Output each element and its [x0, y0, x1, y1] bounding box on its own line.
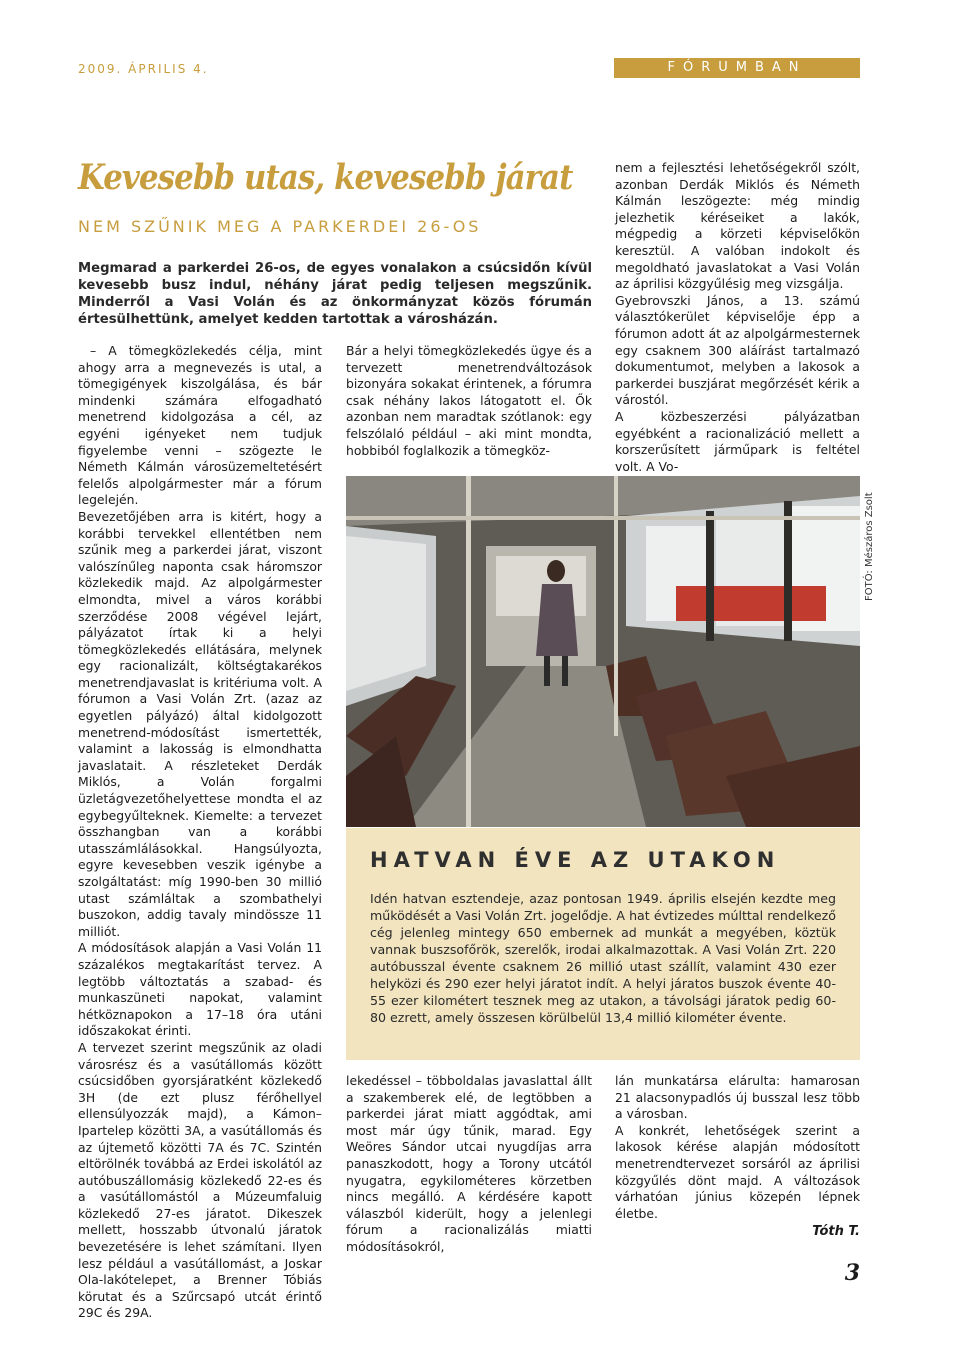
paragraph: lekedéssel – többoldalas javaslattal állt a szakemberek elé, de legtöbben a parkerdei járat miatt aggódtak, ami most már úgy tűnik, marad. Egy Weöres Sándor utcai nyugdíjas arra panaszkodott, hogy a Torony utcától nyugatra, egykilométeres körzetben nincs megálló. A kérdésére kapott válaszból kiderült, hogy a jelenlegi fórum a racionalizálás miatti módosításokról, — [346, 1073, 592, 1254]
paragraph: lán munkatársa elárulta: hamarosan 21 alacsonypadlós új busszal lesz több a városban. — [615, 1073, 860, 1122]
article-title: Kevesebb utas, kevesebb járat — [78, 157, 573, 198]
photo-credit-text: FOTÓ: Mészáros Zsolt — [864, 492, 875, 601]
bus-interior-photo — [346, 476, 860, 827]
section-label: FÓRUMBAN — [667, 60, 807, 75]
photo-illustration — [346, 476, 860, 827]
paragraph: A tervezet szerint megszűnik az oladi városrész és a vasútállomás között csúcsidőben gyorsjáratként közlekedő 3H (de ezt plusz férőhellyel ellensúlyozzák majd), a Kámon–Ipartelep közötti 3A, a vasútállomás és az újtemető közötti 7A és 7C. Szintén eltörölnék továbbá az Erdei iskolától az autóbuszállomásig közlekedő 22-es és a vasútállomástól a Múzeumfaluig közlekedő 27-es járatot. Dikeszek mellett, hosszabb útvonalú járatok bevezetésére is lehet számítani. Ilyen lesz például a vasútállomást, a Joskar Ola-lakótelepet, a Brenner Tóbiás körutat és a Szűrcsapó utcát érintő 29C és 29A. — [78, 1039, 322, 1321]
paragraph: A konkrét, lehetőségek szerint a lakosok kérése alapján módosított menetrendtervezet sorsáról az áprilisi közgyűlés dönt majd. A változások várhatóan június közepén lépnek életbe. — [615, 1122, 860, 1221]
article-column-2 — [346, 343, 592, 459]
sidebar-text: Idén hatvan esztendeje, azaz pontosan 1949. április elsején kezdte meg működését a Vasi Volán Zrt. jogelődje. A hat évtizedes múlttal rendelkező cég jelenleg mintegy 650 embernek ad munkát a megyében, köztük vannak buszsofőrök, szerelők, irodai alkalmazottak. A Vasi Volán Zrt. 220 autóbusszal évente csaknem 26 millió utast szállít, valamint 430 ezer helyközi és 290 ezer helyi járatot indít. A helyi járatos buszok évente 40-55 ezer kilométert tesznek meg az utakon, a távolsági járatok pedig 60-80 ezrett, amely összesen körülbelül 13,4 millió kilométer évente. — [370, 891, 836, 1025]
page-number: 3 — [844, 1260, 860, 1286]
section-banner — [614, 58, 860, 78]
article-column-1 — [78, 343, 322, 1322]
article-subtitle: NEM SZŰNIK MEG A PARKERDEI 26-OS — [78, 217, 482, 236]
author-signature: Tóth T. — [812, 1224, 860, 1239]
sidebar-box — [346, 828, 860, 1060]
issue-date: 2009. ÁPRILIS 4. — [78, 62, 209, 76]
article-lead: Megmarad a parkerdei 26-os, de egyes vonalakon a csúcsidőn kívül kevesebb busz indul, néhány járat pedig teljesen megszűnik. Minderről a Vasi Volán és az önkormányzat közös fórumán értesülhettünk, amelyet kedden tartottak a városházán. — [78, 261, 592, 327]
paragraph: A módosítások alapján a Vasi Volán 11 százalékos megtakarítást tervez. A legtöbb változtatás a szabad- és munkaszüneti napokat, valamint hétköznapokon a 17–18 óra utáni időszakokat érinti. — [78, 940, 322, 1039]
article-column-3-continued — [615, 1073, 860, 1222]
paragraph: nem a fejlesztési lehetőségekről szólt, azonban Derdák Miklós és Németh Kálmán leszögezte: még mindig jelezhetik kéréseiket a lakók, mégpedig a körzeti képviselőkön keresztül. A valóban indokolt és megoldható javaslatokat a Vasi Volán az áprilisi közgyűlésig meg vizsgálja. — [615, 160, 860, 292]
paragraph: A közbeszerzési pályázatban egyébként a racionalizáció mellett a korszerűsített járműpark is feltétel volt. A Vo- — [615, 408, 860, 474]
paragraph: Bevezetőjében arra is kitért, hogy a korábbi tervekkel ellentétben nem szűnik meg a parkerdei járat, viszont valószínűleg naponta csak háromszor közlekedik majd. Az alpolgármester elmondta, mivel a város korábbi szerződése 2008 végével lejárt, pályázatot írtak ki a helyi tömegközlekedés ellátására, melynek egy racionalizált, költségtakarékos menetrendjavaslat is kritériuma volt. A fórumon a Vasi Volán Zrt. (azaz az egyetlen pályázó) által kidolgozott menetrend-módosítást ismertették, valamint a lakosság is elmondhatta javaslatait. A részleteket Derdák Miklós, a Volán forgalmi üzletágvezetőhelyettese mondta el az egybegyűlteknek. Kiemelte: a tervezet összhangban van a korábbi utasszámlálásokkal. Hangsúlyozta, egyre kevesebben veszik igénybe a szolgáltatást: míg 1990-ben 30 millió utast számláltak a szombathelyi buszokon, addig tavaly mindössze 11 milliót. — [78, 508, 322, 939]
paragraph: – A tömegközlekedés célja, mint ahogy arra a megnevezés is utal, a tömegigények kiszolgálása, és bár mindenki számára elfogadható menetrend kidolgozása a cél, az egyéni igényeket nem tudjuk figyelembe venni – szögezte le Németh Kálmán városüzemeltetésért felelős alpolgármester már a fórum legelején. — [78, 343, 322, 508]
article-column-3 — [615, 160, 860, 475]
photo-credit — [864, 476, 878, 616]
article-column-2-continued — [346, 1073, 592, 1256]
paragraph: Gyebrovszki János, a 13. számú választókerület képviselője épp a fórumon adott át az alpolgármesternek egy csaknem 300 aláírást tartalmazó dokumentumot, melyben a lakosok a parkerdei buszjárat megőrzését kérik a várostól. — [615, 292, 860, 408]
paragraph: Bár a helyi tömegközlekedés ügye és a tervezett menetrendváltozások bizonyára sokakat érintenek, a fórumra csak néhány lakos látogatott el. Ők azonban nem maradtak szótlanok: egy felszólaló például – aki mint mondta, hobbiból foglalkozik a tömegköz- — [346, 343, 592, 458]
sidebar-title: HATVAN ÉVE AZ UTAKON — [370, 848, 781, 872]
